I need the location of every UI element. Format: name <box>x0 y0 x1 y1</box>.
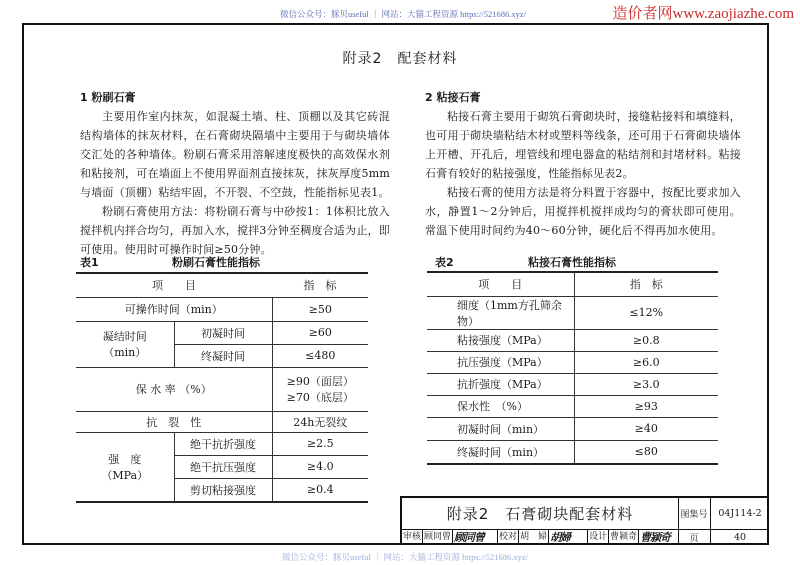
page-title: 附录2 配套材料 <box>342 51 458 67</box>
table-row: 抗折强度（MPa） ≥3.0 <box>427 373 718 395</box>
table-row: 凝结时间 （min） 初凝时间 ≥60 <box>76 321 368 344</box>
designer-signature: 曹颍奇 <box>640 531 671 544</box>
atlas-number: 04J114-2 <box>711 498 769 530</box>
drawing-title: 附录2 石膏砌块配套材料 <box>402 498 679 530</box>
table-row: 初凝时间（min） ≥40 <box>427 417 718 440</box>
title-block <box>400 496 769 545</box>
paragraph: 粉刷石膏使用方法：将粉刷石膏与中砂按1：1体积比放入搅拌机内拌合均匀，再加入水，搅拌3分钟至稠度合适为止，即可使用。使用时可操作时间≥50分钟。 <box>80 205 390 256</box>
table-row: 终凝时间 ≤480 <box>76 344 368 367</box>
setting-time-group: 凝结时间 （min） <box>76 321 174 367</box>
table2-header-value: 指 标 <box>574 272 718 296</box>
page-label: 页 <box>678 530 711 545</box>
section-bonding-gypsum <box>425 88 741 240</box>
table2 <box>427 271 718 465</box>
watermark-brand: 造价者网www.zaojiazhe.com <box>612 6 794 22</box>
table1-header-value: 指 标 <box>272 273 368 297</box>
table-row: 保水性 （%） ≥93 <box>427 395 718 417</box>
review-label: 审核 <box>402 530 423 545</box>
checker-name: 胡 婦 <box>519 530 549 545</box>
watermark-bottom: 微信公众号：豚贝useful ｜ 网站：大猫工程资源 https://521686.xyz/ <box>282 552 529 562</box>
paragraph: 粘接石膏的使用方法是将分料置于容器中，按配比要求加入水，静置1～2分钟后，用搅拌机搅拌成均匀的膏状即可使用。常温下使用时间约为40～60分钟，硬化后不得再加水使用。 <box>425 186 741 237</box>
table1-header-item: 项 目 <box>76 273 272 297</box>
reviewer-signature: 顾同曾 <box>453 530 498 545</box>
paragraph: 粘接石膏主要用于砌筑石膏砌块时，接缝粘接料和填缝料，也可用于砌块墙粘结木材或塑料等线条，还可用于石膏砌块墙体上开槽、开孔后，埋管线和埋电器盒的粘结剂和封堵材料。粘接石膏有较好的粘接强度，性能指标见表2。 <box>425 110 741 180</box>
table-row: 粘接强度（MPa） ≥0.8 <box>427 329 718 351</box>
water-retention-values: ≥90（面层） ≥70（底层） <box>272 367 368 411</box>
section-heading: 1 粉刷石膏 <box>80 91 136 104</box>
table-row: 绝干抗压强度 ≥4.0 <box>76 455 368 478</box>
designer-name: 曹颍奇 <box>609 530 639 545</box>
table-row: 抗 裂 性 24h无裂纹 <box>76 411 368 432</box>
table-row: 细度（1mm方孔筛余物） ≤12% <box>427 296 718 329</box>
table1-title: 粉刷石膏性能指标 <box>172 256 260 269</box>
paragraph: 主要用作室内抹灰，如混凝土墙、柱、顶棚以及其它砖混结构墙体的抹灰材料，在石膏砌块隔墙中主要用于与砌块墙体交汇处的各种墙体。粉刷石膏采用溶解速度极快的高效保水剂和粘接剂，可在墙面上不使用界面剂直接抹灰，抹灰厚度5mm与墙面（顶棚）粘结牢固，不开裂、不空鼓，性能指标见表1。 <box>80 110 390 199</box>
table1-label: 表1 <box>80 256 99 269</box>
design-label: 设计 <box>588 530 609 545</box>
table-row: 剪切粘接强度 ≥0.4 <box>76 478 368 502</box>
table-row: 保 水 率 （%） ≥90（面层） ≥70（底层） <box>76 367 368 411</box>
reviewer-name: 顾同曾 <box>423 530 453 545</box>
strength-group: 强 度 （MPa） <box>76 432 174 502</box>
table-row: 可操作时间（min） ≥50 <box>76 297 368 321</box>
table-row: 抗压强度（MPa） ≥6.0 <box>427 351 718 373</box>
checker-signature: 胡婦 <box>549 530 588 545</box>
section-plaster-gypsum <box>80 88 390 259</box>
table2-header-item: 项 目 <box>427 272 574 296</box>
page-number: 40 <box>733 532 747 543</box>
table2-title: 粘接石膏性能指标 <box>528 256 616 269</box>
check-label: 校对 <box>498 530 519 545</box>
section-heading: 2 粘接石膏 <box>425 91 481 104</box>
table1 <box>76 272 368 503</box>
table2-label: 表2 <box>435 256 454 269</box>
watermark-top: 微信公众号：豚贝useful ｜ 网站：大猫工程资源 https://521686.xyz/ <box>280 9 527 19</box>
atlas-number-label: 图集号 <box>678 498 711 530</box>
table-row: 终凝时间（min） ≤80 <box>427 440 718 464</box>
signature-row <box>402 530 679 545</box>
table-row: 强 度 （MPa） 绝干抗折强度 ≥2.5 <box>76 432 368 455</box>
